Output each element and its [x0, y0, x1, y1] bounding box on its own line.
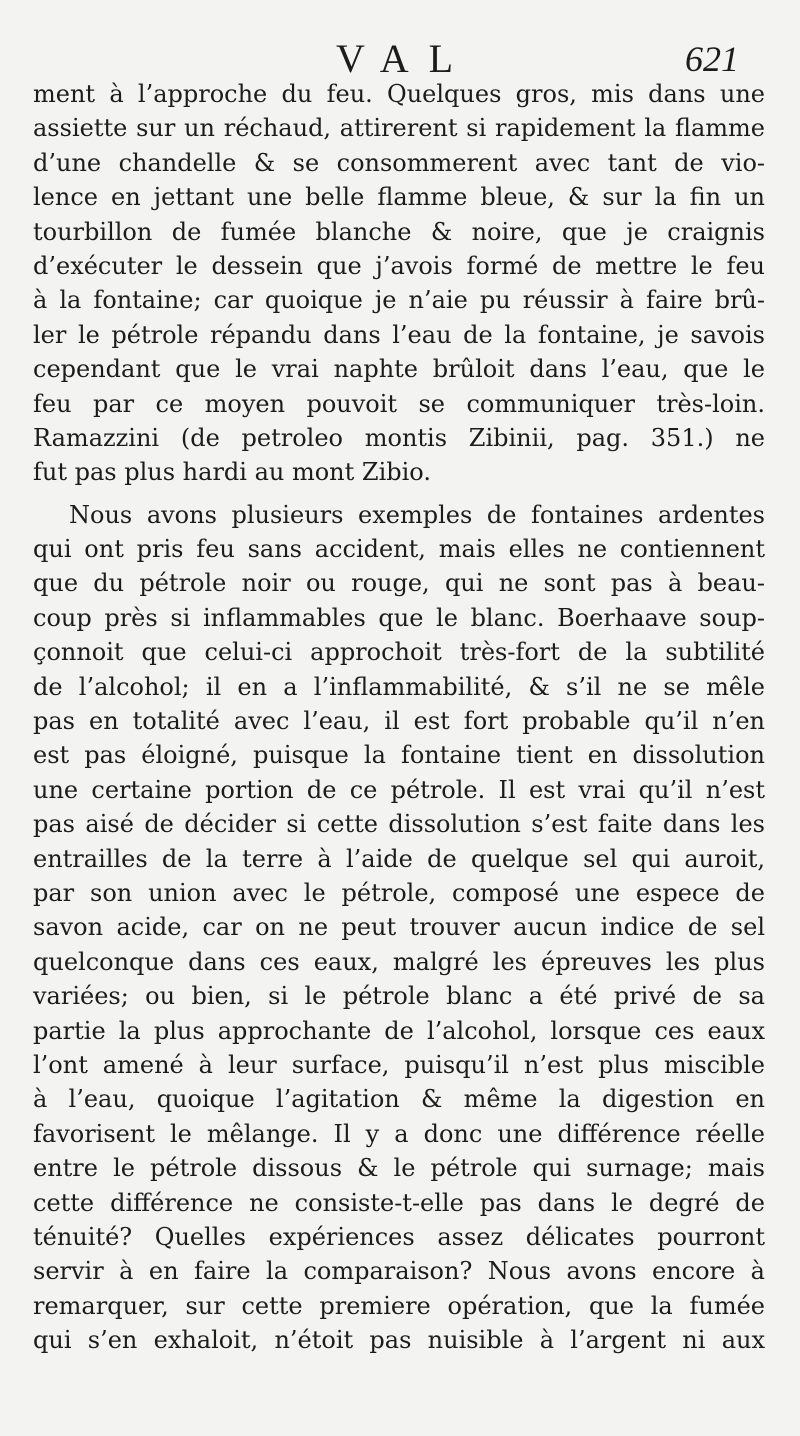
text-line: pas aisé de décider si cette dissolution s’est faite dans les [33, 810, 765, 839]
text-line: çonnoit que celui-ci approchoit très-fort de la subtilité [33, 638, 765, 667]
text-line: de l’alcohol; il en a l’inflammabilité, & s’il ne se mêle [33, 672, 765, 701]
text-line: partie la plus approchante de l’alcohol, lorsque ces eaux [33, 1016, 765, 1045]
text-line: ment à l’approche du feu. Quelques gros, mis dans une [33, 80, 765, 108]
text-line: à l’eau, quoique l’agitation & même la digestion en [33, 1085, 765, 1114]
body-text [33, 77, 765, 1357]
text-line: que du pétrole noir ou rouge, qui ne sont pas à beau- [33, 569, 765, 598]
text-line: Nous avons plusieurs exemples de fontaines ardentes [69, 500, 765, 529]
text-line: qui s’en exhaloit, n’étoit pas nuisible à l’argent ni aux [33, 1326, 765, 1355]
text-line: est pas éloigné, puisque la fontaine tient en dissolution [33, 741, 765, 770]
paragraph-1 [33, 77, 765, 490]
text-line: cette différence ne consiste-t-elle pas dans le degré de [33, 1188, 765, 1217]
text-line: lence en jettant une belle flamme bleue, & sur la fin un [33, 183, 765, 212]
page-number: 621 [685, 39, 739, 79]
text-line: entre le pétrole dissous & le pétrole qui surnage; mais [33, 1154, 765, 1183]
text-line: coup près si inflammables que le blanc. Boerhaave soup- [33, 603, 765, 632]
text-line: par son union avec le pétrole, composé une espece de [33, 878, 765, 907]
text-line: à la fontaine; car quoique je n’aie pu réussir à faire brû- [33, 286, 765, 315]
text-line: quelconque dans ces eaux, malgré les épreuves les plus [33, 947, 765, 976]
text-line: fut pas plus hardi au mont Zibio. [33, 458, 431, 487]
text-line: variées; ou bien, si le pétrole blanc a été privé de sa [33, 982, 765, 1011]
text-line: l’ont amené à leur surface, puisqu’il n’est plus miscible [33, 1050, 765, 1079]
text-line: savon acide, car on ne peut trouver aucun indice de sel [33, 913, 765, 942]
running-title: VAL [336, 36, 474, 81]
text-line: remarquer, sur cette premiere opération, que la fumée [33, 1291, 765, 1320]
paragraph-2 [33, 498, 765, 1358]
text-line: qui ont pris feu sans accident, mais elles ne contiennent [33, 535, 765, 564]
text-line: favorisent le mêlange. Il y a donc une différence réelle [33, 1119, 765, 1148]
text-line: Ramazzini (de petroleo montis Zibinii, pag. 351.) ne [33, 423, 765, 452]
text-line: une certaine portion de ce pétrole. Il est vrai qu’il n’est [33, 775, 765, 804]
text-line: ler le pétrole répandu dans l’eau de la fontaine, je savois [33, 320, 765, 349]
text-line: servir à en faire la comparaison? Nous avons encore à [33, 1257, 765, 1286]
text-line: pas en totalité avec l’eau, il est fort probable qu’il n’en [33, 707, 765, 736]
text-line: feu par ce moyen pouvoit se communiquer très-loin. [33, 389, 765, 418]
text-line: assiette sur un réchaud, attirerent si rapidement la flamme [33, 114, 765, 143]
text-line: entrailles de la terre à l’aide de quelque sel qui auroit, [33, 844, 765, 873]
text-line: tourbillon de fumée blanche & noire, que je craignis [33, 217, 765, 246]
text-line: cependant que le vrai naphte brûloit dans l’eau, que le [33, 355, 765, 384]
text-line: ténuité? Quelles expériences assez délicates pourront [33, 1222, 765, 1251]
text-line: d’une chandelle & se consommerent avec tant de vio- [33, 148, 765, 177]
text-line: d’exécuter le dessein que j’avois formé de mettre le feu [33, 251, 765, 280]
